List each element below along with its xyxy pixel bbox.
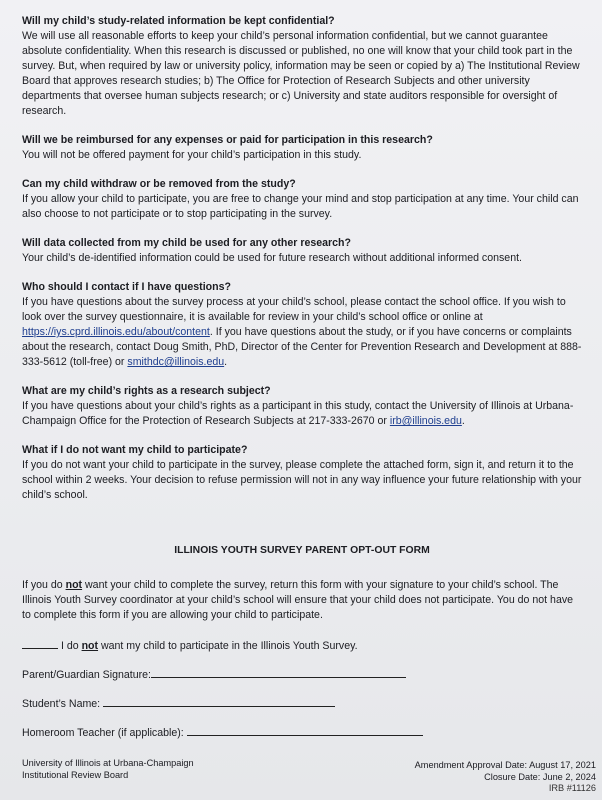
form-text: want your child to complete the survey, return this form with your signature to your child’s school. The Illinois Youth Survey coordinator at your child’s school will ensure that your child does not participate. You do not have to complete this form if you are allowing your child to participate. [22, 579, 574, 621]
section-question: What are my child’s rights as a research subject? [22, 385, 271, 397]
section-answer: If you allow your child to participate, you are free to change your mind and stop participation at any time. Your child can also choose to not participate or to stop participating in the survey. [22, 193, 579, 220]
student-name-field[interactable] [103, 695, 335, 707]
section-answer: If you do not want your child to participate in the survey, please complete the attached form, sign it, and return it to the school within 2 weeks. Your decision to refuse permission will not in any way influence your future relationship with your child’s school. [22, 459, 582, 501]
form-emphasis-not: not [81, 640, 99, 652]
section-question: Who should I contact if I have questions? [22, 281, 231, 293]
section-question: What if I do not want my child to participate? [22, 444, 248, 456]
signature-row [22, 666, 582, 683]
section-answer [22, 295, 582, 370]
homeroom-teacher-field[interactable] [187, 724, 423, 736]
opt-out-checkbox-row [22, 637, 582, 654]
amendment-approval-date: Amendment Approval Date: August 17, 2021 [414, 760, 596, 770]
signature-label: Parent/Guardian Signature: [22, 669, 151, 681]
contact-text-2: . If you have questions about the study, or if you have concerns or complaints about the research, contact Doug Smith, PhD, Director of the Center for Prevention Research and Development at 888-333-5612 (toll-free) or [22, 326, 582, 368]
student-name-row [22, 695, 582, 712]
section-reimbursement [22, 133, 582, 163]
form-instructions [22, 578, 582, 623]
smith-email-link[interactable]: smithdc@illinois.edu [127, 356, 225, 368]
section-rights [22, 384, 582, 429]
contact-text-1: If you have questions about the survey process at your child’s school, please contact the school office. If you wish to look over the survey questionnaire, it is available for review in your child’s school office or online at [22, 296, 566, 323]
student-name-label: Student’s Name: [22, 698, 101, 710]
form-emphasis-not: not [65, 579, 83, 591]
section-question: Will we be reimbursed for any expenses or paid for participation in this research? [22, 134, 433, 146]
section-answer: You will not be offered payment for your child’s participation in this study. [22, 149, 362, 161]
section-answer: We will use all reasonable efforts to keep your child’s personal information confidential, but we cannot guarantee absolute confidentiality. When this research is discussed or published, no one will know that your child took part in the survey. But, when required by law or university policy, information may be seen or copied by a) The Institutional Review Board that approves research studies; b) The Office for Protection of Research Subjects and other university departments that oversee human subjects research; or c) University and state auditors responsible for oversight of research. [22, 30, 580, 117]
section-question: Can my child withdraw or be removed from the study? [22, 178, 296, 190]
closure-date: Closure Date: June 2, 2024 [484, 771, 596, 782]
section-question: Will my child’s study-related information be kept confidential? [22, 15, 335, 27]
section-withdraw [22, 177, 582, 222]
irb-number: IRB #11126 [548, 783, 596, 793]
section-opt-out [22, 443, 582, 503]
section-data-use [22, 236, 582, 266]
homeroom-teacher-label: Homeroom Teacher (if applicable): [22, 727, 184, 739]
form-text: If you do [22, 579, 66, 591]
footer-irb-name: Institutional Review Board [22, 769, 129, 780]
section-contact [22, 280, 582, 370]
signature-field[interactable] [151, 666, 406, 678]
rights-text-2: . [461, 415, 465, 427]
section-confidentiality [22, 14, 582, 119]
rights-text-1: If you have questions about your child’s rights as a participant in this study, contact the University of Illinois at Urbana-Champaign Office for the Protection of Research Subjects at 217-333-2670 or [22, 400, 574, 427]
consent-content [22, 14, 582, 753]
form-title: ILLINOIS YOUTH SURVEY PARENT OPT-OUT FORM [174, 545, 430, 556]
footer-institution [22, 758, 194, 781]
section-answer: Your child’s de-identified information could be used for future research without additional informed consent. [22, 252, 522, 264]
irb-email-link[interactable]: irb@illinois.edu [389, 415, 462, 427]
opt-out-check-blank[interactable] [22, 637, 58, 649]
section-answer [22, 399, 582, 429]
section-question: Will data collected from my child be used for any other research? [22, 237, 351, 249]
contact-text-3: . [224, 356, 228, 368]
homeroom-teacher-row [22, 724, 582, 741]
survey-content-link[interactable]: https://iys.cprd.illinois.edu/about/content [22, 326, 210, 338]
footer-approval [415, 760, 596, 795]
form-text: I do [58, 640, 82, 652]
form-text: want my child to participate in the Illinois Youth Survey. [98, 640, 358, 652]
footer-university: University of Illinois at Urbana-Champaign [22, 758, 194, 768]
